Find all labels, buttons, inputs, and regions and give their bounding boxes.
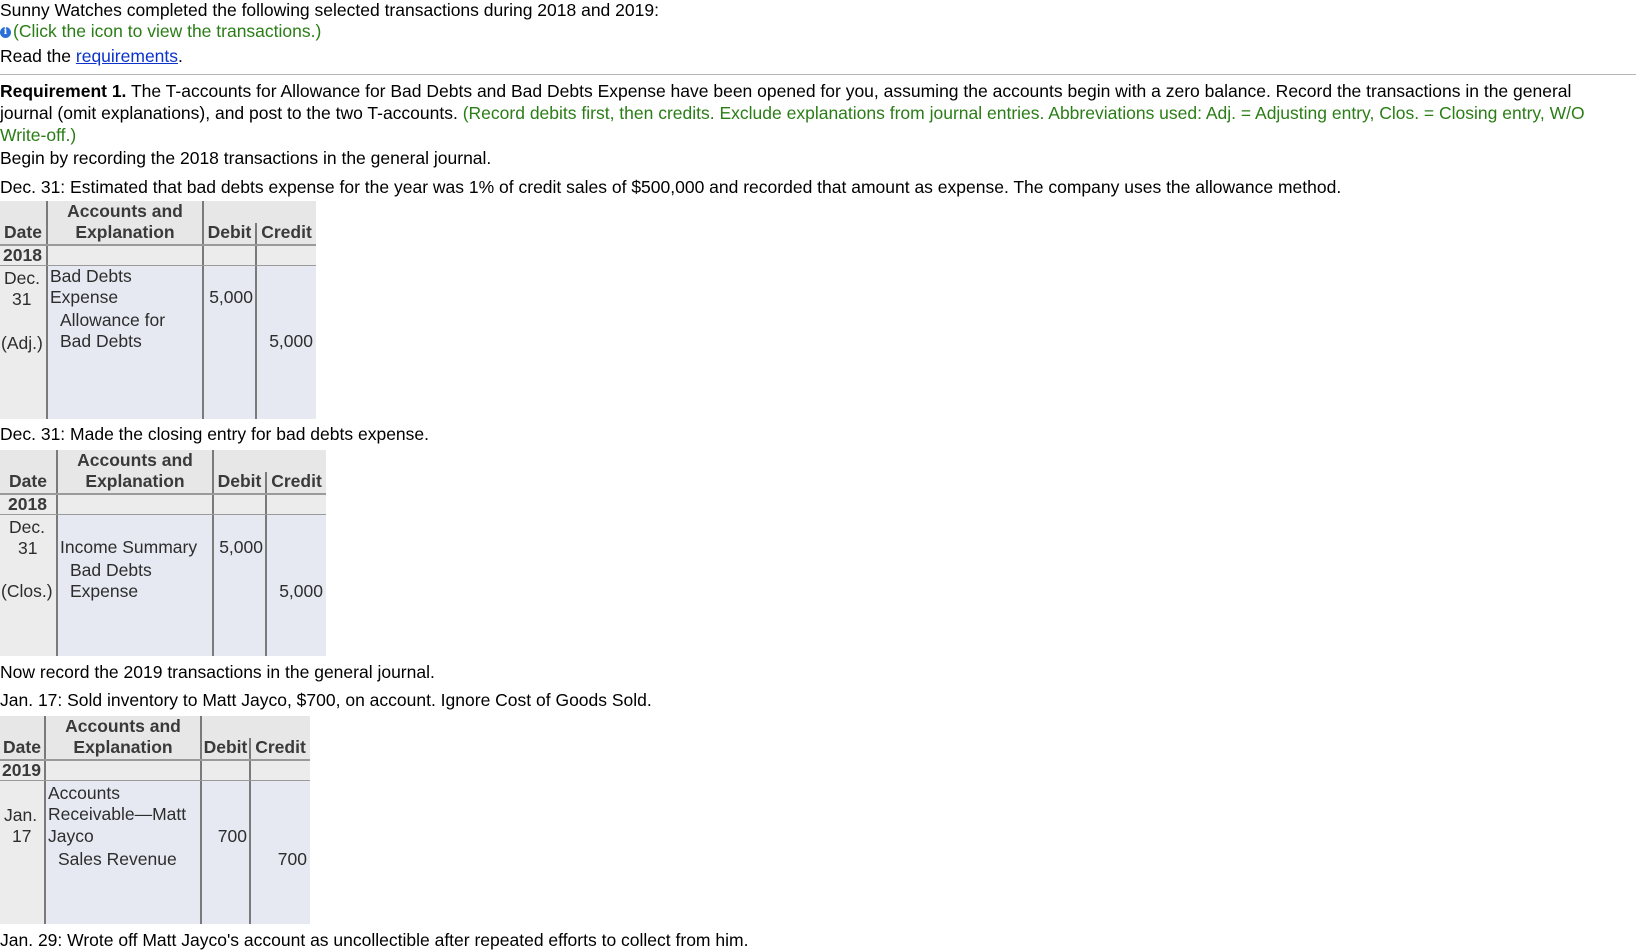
- debit-amount[interactable]: 700: [217, 826, 247, 846]
- date-month: Dec.: [4, 268, 40, 288]
- now-2019-text: Now record the 2019 transactions in the general journal.: [0, 662, 435, 682]
- transaction-3-text: Jan. 17: Sold inventory to Matt Jayco, $700, on account. Ignore Cost of Goods Sold.: [0, 690, 652, 710]
- reference-label: (Adj.): [1, 333, 43, 353]
- debit-account[interactable]: Income Summary: [60, 537, 198, 557]
- read-suffix: .: [178, 46, 183, 66]
- transaction-1-text: Dec. 31: Estimated that bad debts expense for the year was 1% of credit sales of $500,000 and recorded that amount as expense. The company uses the allowance method.: [0, 177, 1342, 197]
- click-text[interactable]: (Click the icon to view the transactions.): [13, 21, 322, 41]
- credit-amount[interactable]: 700: [277, 849, 307, 869]
- credit-header: Credit: [255, 737, 306, 757]
- debit-header: Debit: [203, 737, 248, 757]
- date-day: 17: [12, 826, 32, 846]
- transaction-2-text: Dec. 31: Made the closing entry for bad debts expense.: [0, 424, 430, 444]
- info-icon[interactable]: i: [0, 27, 11, 38]
- accounts-header-1: Accounts and: [77, 450, 193, 470]
- debit-header: Debit: [217, 471, 262, 491]
- date-month: Dec.: [9, 517, 45, 537]
- debit-account-line-3[interactable]: Jayco: [48, 826, 94, 846]
- credit-account-line-2[interactable]: Bad Debts: [60, 331, 142, 351]
- debit-account-line-2[interactable]: Expense: [50, 287, 119, 307]
- date-header: Date: [9, 471, 47, 491]
- accounts-header-2: Explanation: [75, 222, 175, 242]
- credit-header: Credit: [271, 471, 322, 491]
- debit-amount[interactable]: 5,000: [209, 287, 253, 307]
- date-day: 31: [12, 289, 32, 309]
- date-header: Date: [4, 222, 42, 242]
- date-header: Date: [3, 737, 41, 757]
- read-prefix: Read the: [0, 46, 76, 66]
- read-requirements-line: [0, 46, 183, 67]
- requirement-paragraph: [0, 80, 1628, 146]
- debit-account-line-1[interactable]: Bad Debts: [50, 266, 132, 286]
- accounts-header-2: Explanation: [73, 737, 173, 757]
- journal-entry-2: [0, 450, 326, 656]
- journal-entry-3: [0, 716, 310, 924]
- transaction-4-text: Jan. 29: Wrote off Matt Jayco's account as uncollectible after repeated efforts to collect from him.: [0, 930, 749, 950]
- debit-account-line-2[interactable]: Receivable—Matt: [48, 804, 187, 824]
- date-month: Jan.: [4, 805, 38, 825]
- requirements-link[interactable]: requirements: [75, 46, 179, 66]
- reference-label: (Clos.): [1, 581, 53, 601]
- credit-account-line-1[interactable]: Bad Debts: [70, 560, 152, 580]
- year-label: 2019: [2, 760, 41, 780]
- accounts-header-2: Explanation: [85, 471, 185, 491]
- debit-header: Debit: [207, 222, 252, 242]
- accounts-header-1: Accounts and: [65, 716, 181, 736]
- journal-entry-1: [0, 201, 316, 419]
- click-instruction: [0, 21, 321, 42]
- year-label: 2018: [8, 494, 47, 514]
- credit-amount[interactable]: 5,000: [269, 331, 313, 351]
- requirement-text: The T-accounts for Allowance for Bad Debts and Bad Debts Expense have been opened for you, assuming the accounts begin with a zero balance. Record the transactions in the general journal (omit explanations), and post to the two T-accounts.: [0, 81, 1572, 123]
- credit-account-line-1[interactable]: Allowance for: [60, 310, 166, 330]
- credit-account-line-2[interactable]: Expense: [70, 581, 139, 601]
- debit-amount[interactable]: 5,000: [219, 537, 263, 557]
- date-day: 31: [18, 538, 38, 558]
- requirement-note: (Record debits first, then credits. Exclude explanations from journal entries. Abbreviations used: Adj. = Adjusting entry, Clos. = Closing entry, W/O Write-off.): [0, 103, 1585, 145]
- begin-2018-text: Begin by recording the 2018 transactions in the general journal.: [0, 148, 492, 168]
- debit-account-line-1[interactable]: Accounts: [48, 783, 120, 803]
- year-label: 2018: [3, 245, 42, 265]
- credit-account[interactable]: Sales Revenue: [58, 849, 177, 869]
- intro-line: Sunny Watches completed the following selected transactions during 2018 and 2019:: [0, 0, 659, 20]
- credit-header: Credit: [261, 222, 312, 242]
- credit-amount[interactable]: 5,000: [279, 581, 323, 601]
- requirement-label: Requirement 1.: [0, 81, 127, 101]
- accounts-header-1: Accounts and: [67, 201, 183, 221]
- divider: [0, 74, 1636, 75]
